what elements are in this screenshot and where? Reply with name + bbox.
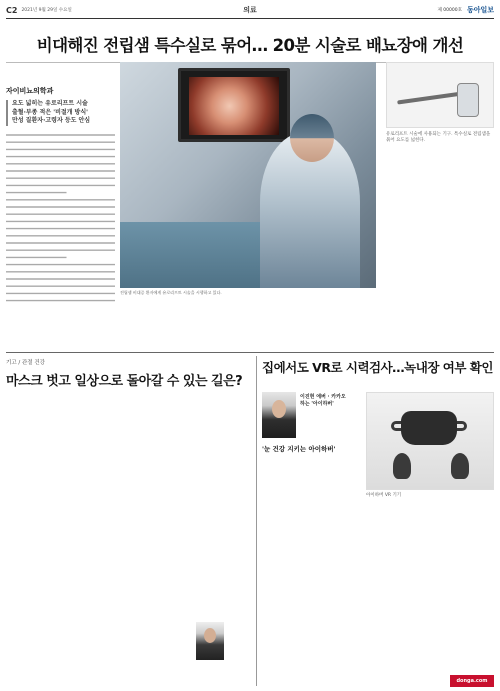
section2-text-1 [6,392,62,682]
edition-number: 제 00000호 [437,8,462,13]
article-body-text-a [120,302,182,350]
article-body-text-right [386,152,494,344]
newspaper-logo: 동아일보 [466,6,494,14]
surgeon-head [290,114,334,162]
page-header [6,4,494,16]
section2-label: 기고 / 관절 건강 [6,360,45,366]
photo-caption: 전립샘 비대증 환자에게 유로리프트 시술을 시행하고 있다. [120,290,222,295]
endoscope-monitor [178,68,290,142]
columnist-photo [196,622,224,660]
article-body-text-e [6,262,116,350]
header-rule [6,18,494,19]
interviewee-photo [262,392,296,438]
section3-text-3 [432,500,494,670]
section-name: 의료 [243,6,257,14]
vr-caption: 아이하버 VR 기기 [366,493,402,498]
surgery-photo [120,62,376,288]
interviewee-name: 이진현 에버 · 카카오 하는 '아이하버' [300,394,346,407]
section2-text-2 [66,392,122,682]
footer-ad[interactable]: donga.com [450,675,494,687]
main-photo [120,62,376,288]
section3-text-2 [366,500,428,684]
subhead-line: 요도 넓히는 유로리프트 시술 [12,100,88,107]
section3-headline: 집에서도 VR로 시력검사…녹내장 여부 확인 [262,360,493,375]
article-body-text-b [186,302,248,350]
subheads [6,100,116,126]
subhead-line: 만성 질환자·고령자 등도 안심 [12,117,91,124]
column-divider [256,356,257,686]
device-caption: 유로리프트 시술에 사용되는 기구. 특수실로 전립샘을 묶어 요도를 넓힌다. [386,132,491,143]
patient-drape [120,222,280,288]
section2-text-3 [126,392,182,682]
issue-date: 2021년 9월 29일 수요일 [21,8,72,13]
main-headline: 비대해진 전립샘 특수실로 묶어… 20분 시술로 배뇨장애 개선 [36,36,464,55]
vr-device-photo [366,392,494,490]
subhead-line: 출혈·부종 적은 '비절개 방식' [12,108,88,116]
article-body-text-d [318,302,380,350]
interview-subtitle: '눈 건강 지키는 아이하버' [262,445,336,453]
kicker: 자이비뇨의학과 [6,87,54,95]
article-body-text-c [252,302,314,350]
section-rule [6,352,494,353]
page-number: C2 [6,5,18,15]
section2-headline: 마스크 벗고 일상으로 돌아갈 수 있는 길은? [6,374,243,389]
device-photo [386,62,494,128]
section3-text-1 [262,454,362,684]
section2-text-4 [186,392,248,618]
